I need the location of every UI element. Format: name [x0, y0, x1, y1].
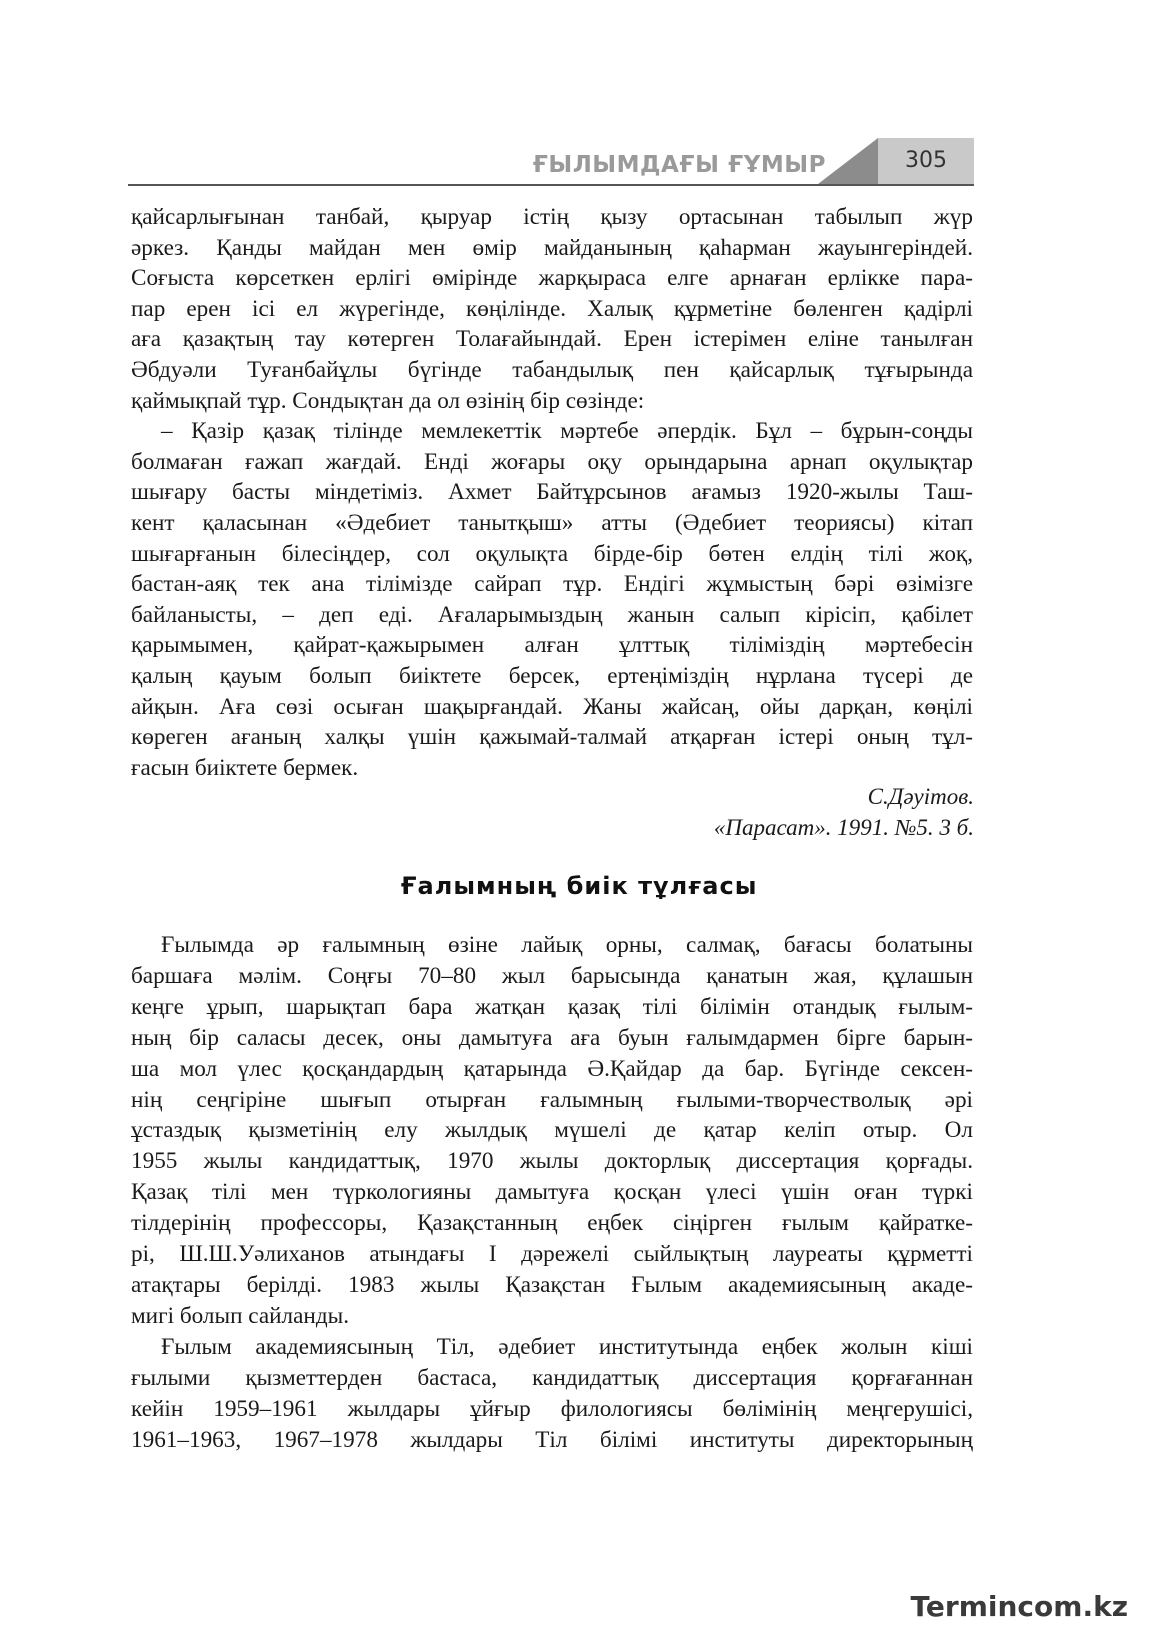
text-line: қарымымен, қайрат-қажырымен алған ұлттық тіліміздің мәртебесін	[131, 632, 973, 659]
text-line: нің сеңгіріне шығып отырған ғалымның ғылыми-творчестволық әрі	[131, 1086, 973, 1113]
text-line: қалың қауым болып биіктете берсек, ертеңіміздің нұрлана түсері де	[131, 662, 973, 689]
section-heading: Ғалымның биік тұлғасы	[400, 872, 758, 900]
text-line: кент қаласынан «Әдебиет танытқыш» атты (Әдебиет теориясы) кітап	[131, 509, 973, 536]
text-line: ғасын биіктете бермек.	[131, 754, 359, 781]
header-rule	[128, 184, 974, 186]
text-line: әркез. Қанды майдан мен өмір майданының қаһарман жауынгеріндей.	[131, 234, 973, 261]
text-line: ұстаздық қызметінің елу жылдық мүшелі де қатар келіп отыр. Ол	[131, 1117, 973, 1144]
text-line: көреген ағаның халқы үшін қажымай-талмай атқарған істері оның тұл-	[131, 724, 973, 751]
text-line: Әбдуәли Туғанбайұлы бүгінде табандылық пен қайсарлық тұғырында	[131, 356, 973, 383]
text-line: ша мол үлес қосқандардың қатарында Ә.Қайдар да бар. Бүгінде сексен-	[131, 1055, 973, 1082]
text-line: аға қазақтың тау көтерген Толағайындай. Ерен істерімен еліне танылған	[131, 326, 973, 353]
running-title: ҒЫЛЫМДАҒЫ ҒҰМЫР	[532, 152, 826, 178]
text-line: шығару басты міндетіміз. Ахмет Байтұрсынов ағамыз 1920-жылы Таш-	[131, 479, 973, 506]
text-line: Соғыста көрсеткен ерлігі өмірінде жарқыраса елге арнаған ерлікке пара-	[131, 265, 973, 292]
text-line: баршаға мәлім. Соңғы 70–80 жыл барысында қанатын жая, құлашын	[131, 962, 973, 989]
text-line: Ғылым академиясының Тіл, әдебиет институтында еңбек жолын кіші	[161, 1333, 973, 1360]
text-line: қаймықпай тұр. Сондықтан да ол өзінің бір сөзінде:	[131, 387, 645, 414]
running-header	[128, 138, 974, 188]
text-line: – Қазір қазақ тілінде мемлекеттік мәртебе әпердік. Бұл – бұрын-соңды	[161, 418, 973, 445]
body-text-part2	[131, 930, 973, 1455]
text-line: айқын. Аға сөзі осыған шақырғандай. Жаны жайсаң, ойы дарқан, көңілі	[131, 693, 973, 720]
text-line: кеңге ұрып, шарықтап бара жатқан қазақ тілі білімін отандық ғылым-	[131, 993, 973, 1020]
text-line: Қазақ тілі мен түркологияны дамытуға қосқан үлесі үшін оған түркі	[131, 1179, 973, 1206]
text-line: шығарғанын білесіңдер, сол оқулықта бірде-бір бөтен елдің тілі жоқ,	[131, 540, 973, 567]
text-line: бастан-аяқ тек ана тілімізде сайрап тұр. Ендігі жұмыстың бәрі өзімізге	[131, 571, 973, 598]
text-line: 1961–1963, 1967–1978 жылдары Тіл білімі институты директорының	[131, 1426, 973, 1453]
text-line: Ғылымда әр ғалымның өзіне лайық орны, салмақ, бағасы болатыны	[161, 932, 973, 958]
text-line: мигі болып сайланды.	[131, 1302, 349, 1329]
text-line: 1955 жылы кандидаттық, 1970 жылы докторлық диссертация қорғады.	[131, 1148, 973, 1175]
text-line: атақтары берілді. 1983 жылы Қазақстан Ғылым академиясының акаде-	[131, 1271, 973, 1298]
text-line: рі, Ш.Ш.Уәлиханов атындағы І дәрежелі сыйлықтың лауреаты құрметті	[131, 1241, 973, 1268]
citation-source: «Парасат». 1991. №5. 3 б.	[713, 815, 974, 840]
text-line: кейін 1959–1961 жылдары ұйғыр филологиясы бөлімінің меңгерушісі,	[131, 1395, 973, 1422]
header-wedge-decoration	[818, 138, 878, 184]
text-line: тілдерінің профессоры, Қазақстанның еңбек сіңірген ғылым қайратке-	[131, 1210, 973, 1237]
text-line: байланысты, – деп еді. Ағаларымыздың жанын салып кірісіп, қабілет	[131, 601, 973, 628]
body-text-part1	[131, 202, 973, 783]
text-line: қайсарлығынан танбай, қыруар істің қызу ортасынан табылып жүр	[131, 204, 973, 230]
page-number: 305	[905, 148, 947, 173]
citation-author: С.Дәуітов.	[867, 784, 974, 809]
text-line: ғылыми қызметтерден бастаса, кандидаттық диссертация қорғағаннан	[131, 1364, 973, 1391]
text-line: ның бір саласы десек, оны дамытуға аға буын ғалымдармен бірге барын-	[131, 1024, 973, 1051]
text-line: болмаған ғажап жағдай. Енді жоғары оқу орындарына арнап оқулықтар	[131, 448, 973, 475]
text-line: пар ерен ісі ел жүрегінде, көңілінде. Халық құрметіне бөленген қадірлі	[131, 295, 973, 322]
watermark-logo: Termincom.kz	[910, 1590, 1128, 1623]
